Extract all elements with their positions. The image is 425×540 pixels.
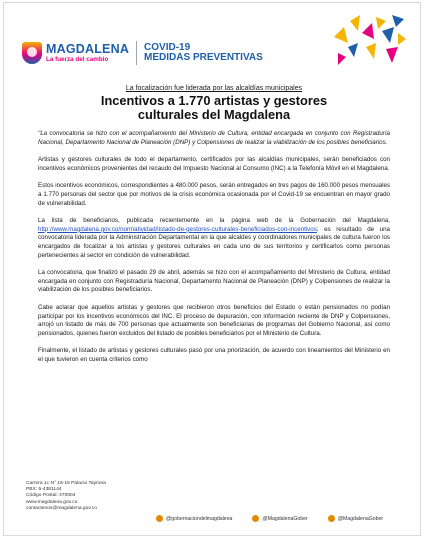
instagram-icon	[328, 515, 335, 522]
brand	[46, 43, 129, 64]
facebook-icon	[156, 515, 163, 522]
brand-name: MAGDALENA	[46, 41, 130, 56]
paragraph-2: Estos incentivos económicos, correspondientes a 480.000 pesos, serán entregados en tres pagos de 160.000 pesos mensuales a 1.770 personas del sector que por motivos de la crisis económica ocasionada por el Covid-19 se encuentran en mayor grado de vulnerabilidad.	[38, 182, 390, 207]
paragraph-1: Artistas y gestores culturales de todo el departamento, certificados por las alcaldías municipales, serán beneficiados con incentivos económicos provenientes del recaudo del Impuesto Nacional al Consumo (INC) a la Telefonía Móvil en el Magdalena.	[38, 156, 390, 172]
social-links	[156, 515, 383, 522]
footer-postal-code: Código Postal: 470004	[26, 493, 76, 499]
article-title	[38, 94, 390, 122]
paragraph-3	[38, 217, 390, 260]
campaign-line-2: MEDIDAS PREVENTIVAS	[144, 52, 263, 63]
paragraph-3-start: La lista de beneficiarios, publicada recientemente en la página web de la Gobernación del Magdalena,	[38, 217, 390, 225]
header-divider	[136, 41, 137, 65]
article-title-line-1: Incentivos a 1.770 artistas y gestores	[100, 93, 328, 108]
instagram-handle: @MagdalenaGober	[337, 515, 384, 522]
article-body	[38, 85, 390, 364]
decorative-triangles	[332, 13, 408, 71]
logo-block	[22, 41, 263, 65]
paragraph-3-end: ; es resultado de una convocatoria liderada por la Administración Departamental en la que alcaldes y coordinadores municipales de cultura fueron los encargados de focalizar a los artistas y gestores culturales en cada uno de sus territorios y certificarlos como personas pertenecientes al sector en condición de vulnerabilidad.	[38, 225, 390, 259]
facebook-handle: @gobernaciondelmagdalena	[166, 515, 233, 522]
instagram-link[interactable]	[328, 515, 383, 522]
footer-email[interactable]: contactenos@magdalena.gov.co	[26, 505, 97, 511]
contact-block	[26, 481, 406, 512]
twitter-icon	[252, 515, 259, 522]
footer-pbx: PBX: 5-4381144	[26, 487, 62, 493]
footer-website[interactable]: www.magdalena.gov.co	[26, 499, 78, 505]
twitter-link[interactable]	[252, 515, 307, 522]
beneficiaries-list-link[interactable]: http://www.magdalena.gov.co/normatividad/listado-de-gestores-culturales-beneficiados-con-incentivos	[38, 225, 317, 233]
document-page	[3, 2, 421, 536]
paragraph-5: Cabe aclarar que aquellos artistas y gestores que recibieron otros beneficios del Estado o están pensionados no podían participar por los incentivos económicos del INC. El proceso de depuración, con información reciente de DNP y Colpensiones, arrojó un listado de más de 700 personas que actualmente son beneficiarias de programas del Gobierno Nacional, así como pensionados, quienes fueron excluidos del listado de posibles beneficiarios por el Ministerio de Cultura.	[38, 303, 390, 337]
brand-slogan: La fuerza del cambio	[46, 56, 109, 64]
facebook-link[interactable]	[156, 515, 232, 522]
article-kicker: La focalización fue liderada por las alcaldías municipales	[125, 85, 303, 92]
twitter-handle: @MagdalenaGober	[262, 515, 308, 522]
article-lead: "La convocatoria se hizo con el acompañamiento del Ministerio de Cultura, entidad encargada en conjunto con Registraduría Nacional, Departamento Nacional de Planeación (DNP) y Colpensiones de realizar la viabilización de los posibles beneficiarios.	[38, 130, 390, 146]
campaign-title	[144, 43, 263, 64]
page-header	[4, 3, 420, 81]
paragraph-6: Finalmente, el listado de artistas y gestores culturales pasó por una priorización, de acuerdo con lineamientos del Ministerio en el que tuvieron en cuenta criterios como	[38, 347, 390, 363]
campaign-line-1: COVID-19	[144, 41, 191, 53]
footer-address: Carrera 1c N° 16-15 Palacio Tayrona	[26, 481, 106, 486]
magdalena-shield-logo	[22, 42, 42, 64]
page-footer	[26, 481, 406, 522]
paragraph-4: La convocatoria, que finalizó el pasado 29 de abril, además se hizo con el acompañamiento del Ministerio de Cultura, entidad encargada en conjunto con Registraduría Nacional, Departamento Nacional de Planeación (DNP) y Colpensiones de realizar la viabilización de los posibles beneficiarios.	[38, 269, 390, 294]
article-title-line-2: culturales del Magdalena	[137, 107, 291, 122]
